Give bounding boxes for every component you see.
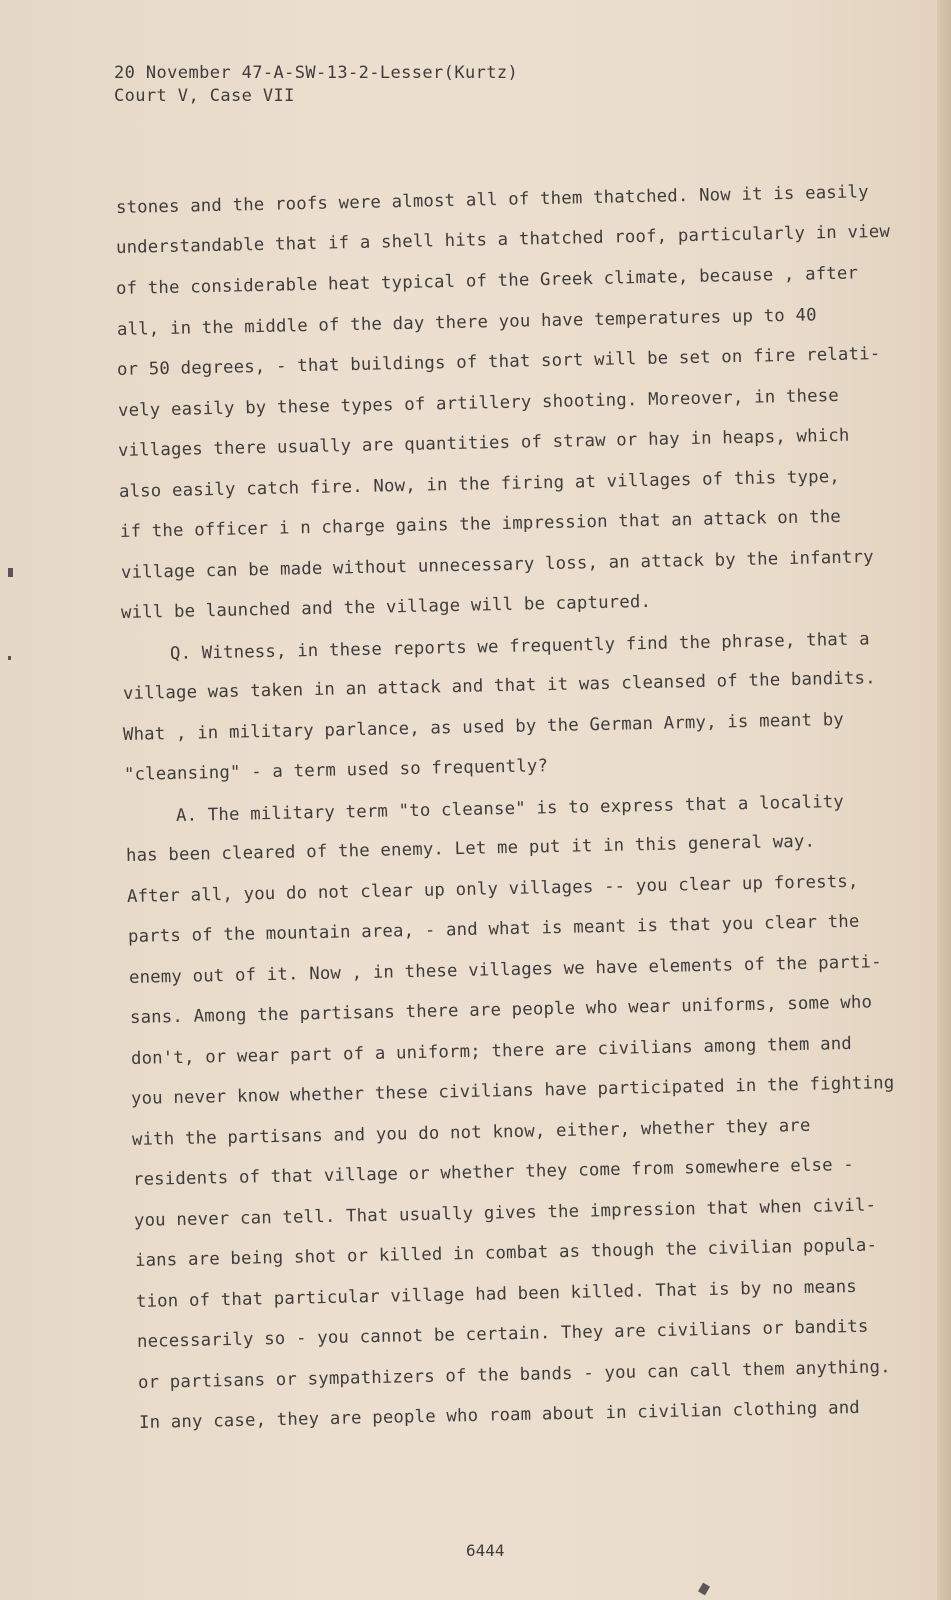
text-line: In any case, they are people who roam about in civilian clothing and <box>138 1397 861 1433</box>
text-line: After all, you do not clear up only villages -- you clear up forests, <box>126 871 859 907</box>
text-line: tion of that particular village had been killed. That is by no means <box>135 1276 858 1312</box>
ink-speck <box>698 1583 710 1596</box>
text-line: will be launched and the village will be captured. <box>120 591 652 623</box>
text-line: with the partisans and you do not know, either, whether they are <box>131 1115 811 1150</box>
text-line: if the officer i n charge gains the impression that an attack on the <box>119 506 842 542</box>
text-line: understandable that if a shell hits a thatched roof, particularly in view <box>115 221 891 258</box>
header-case-reference: 20 November 47-A-SW-13-2-Lesser(Kurtz) <box>114 63 519 83</box>
text-line: enemy out of it. Now , in these villages we have elements of the parti- <box>128 952 882 988</box>
text-line: or 50 degrees, - that buildings of that sort will be set on fire relati- <box>116 344 881 380</box>
text-line: also easily catch fire. Now, in the firing at villages of this type, <box>118 466 841 502</box>
text-line: has been cleared of the enemy. Let me put it in this general way. <box>125 831 816 866</box>
text-line: Q. Witness, in these reports we frequently find the phrase, that a <box>169 629 870 664</box>
text-line: or partisans or sympathizers of the bands - you can call them anything. <box>137 1357 891 1393</box>
text-line: A. The military term "to cleanse" is to express that a locality <box>175 792 845 826</box>
text-line: sans. Among the partisans there are people who wear uniforms, some who <box>129 992 873 1028</box>
text-line: What , in military parlance, as used by the German Army, is meant by <box>122 709 845 745</box>
text-line: you never know whether these civilians have participated in the fighting <box>130 1073 895 1109</box>
text-line: village can be made without unnecessary loss, an attack by the infantry <box>120 547 874 583</box>
text-line: ians are being shot or killed in combat as though the civilian popula- <box>134 1235 878 1271</box>
header-court: Court V, Case VII <box>114 86 295 106</box>
text-line: don't, or wear part of a uniform; there are civilians among them and <box>130 1033 853 1069</box>
text-line: residents of that village or whether they come from somewhere else - <box>132 1154 855 1190</box>
text-line: you never can tell. That usually gives the impression that when civil- <box>133 1195 877 1231</box>
ink-speck <box>8 568 13 577</box>
page-edge-shadow <box>937 0 951 1600</box>
text-line: vely easily by these types of artillery shooting. Moreover, in these <box>117 385 840 421</box>
ink-speck <box>8 656 11 660</box>
text-line: "cleansing" - a term used so frequently? <box>123 756 549 785</box>
text-line: villages there usually are quantities of straw or hay in heaps, which <box>117 425 850 461</box>
text-line: all, in the middle of the day there you have temperatures up to 40 <box>116 305 817 340</box>
page-number: 6444 <box>466 1541 505 1560</box>
text-line: parts of the mountain area, - and what is meant is that you clear the <box>127 911 860 947</box>
text-line: necessarily so - you cannot be certain. They are civilians or bandits <box>136 1316 869 1352</box>
text-line: village was taken in an attack and that it was cleansed of the bandits. <box>122 668 876 704</box>
text-line: stones and the roofs were almost all of them thatched. Now it is easily <box>115 182 869 218</box>
text-line: of the considerable heat typical of the Greek climate, because , after <box>115 263 859 299</box>
